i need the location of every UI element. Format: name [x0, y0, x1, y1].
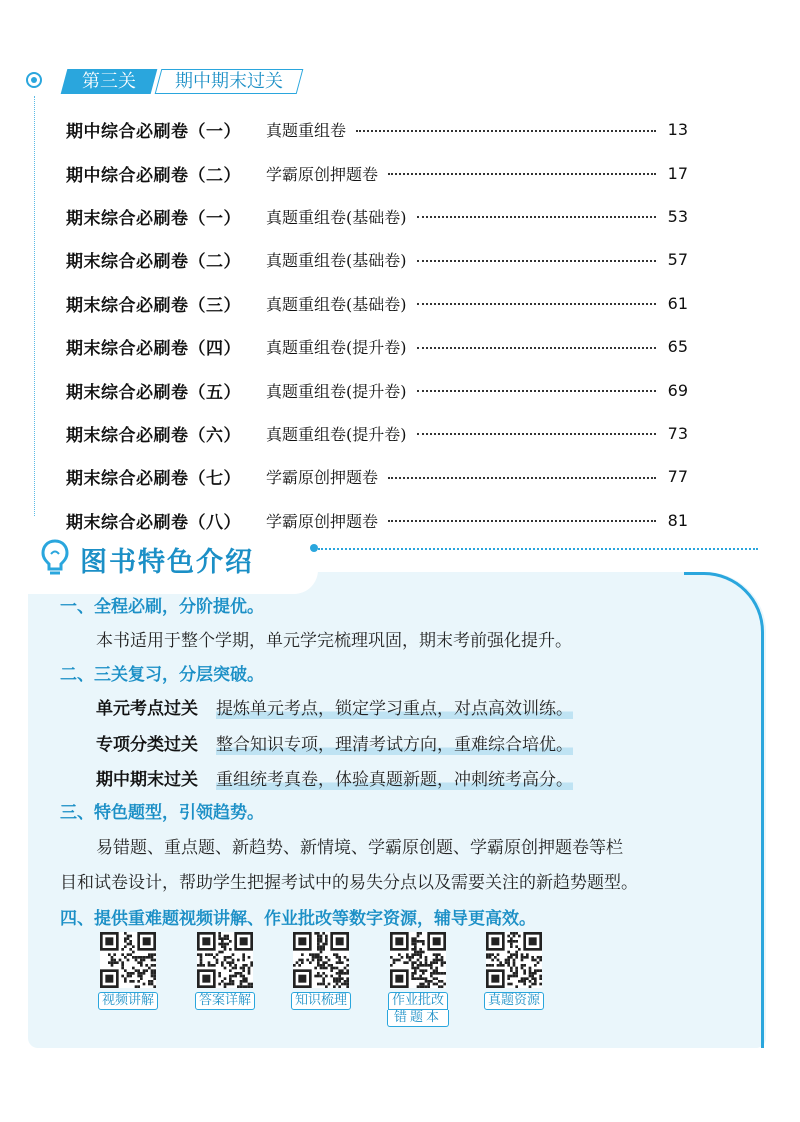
leader-dots — [417, 390, 657, 392]
lightbulb-icon — [40, 538, 70, 578]
feature-heading-3: 三、特色题型，引领趋势。 — [60, 803, 264, 823]
feature-heading-4: 四、提供重难题视频讲解、作业批改等数字资源，辅导更高效。 — [60, 909, 536, 929]
level-item — [96, 765, 573, 790]
level-item — [96, 694, 573, 719]
toc-page-number: 57 — [667, 250, 688, 270]
toc-title: 期中综合必刷卷（二） — [66, 165, 241, 186]
level-item — [96, 730, 573, 755]
qr-label: 视频讲解 — [98, 992, 158, 1010]
toc-row[interactable] — [66, 455, 688, 498]
toc-subtitle: 真题重组卷(提升卷) — [266, 338, 407, 358]
toc-title: 期末综合必刷卷（六） — [66, 425, 241, 446]
toc-title: 期末综合必刷卷（五） — [66, 382, 241, 403]
toc-title: 期末综合必刷卷（三） — [66, 295, 241, 316]
toc-subtitle: 学霸原创押题卷 — [266, 468, 379, 488]
qr-item-answers[interactable] — [190, 932, 260, 1010]
section-name-label: 期中期末过关 — [175, 71, 283, 92]
leader-dots — [417, 303, 657, 305]
leader-dots — [356, 130, 656, 132]
toc-row[interactable] — [66, 282, 688, 325]
toc-subtitle: 学霸原创押题卷 — [266, 511, 379, 531]
toc-title: 期末综合必刷卷（八） — [66, 512, 241, 533]
feature-heading-1: 一、全程必刷，分阶提优。 — [60, 597, 264, 617]
qr-label: 答案详解 — [195, 992, 255, 1010]
toc-page-number: 81 — [667, 510, 688, 530]
qr-code-icon[interactable] — [197, 932, 253, 988]
level-name: 单元考点过关 — [96, 699, 198, 719]
leader-dots — [417, 433, 657, 435]
toc-title: 期末综合必刷卷（七） — [66, 469, 241, 490]
toc-row[interactable] — [66, 108, 688, 151]
qr-label: 知识梳理 — [291, 992, 351, 1010]
toc-page-number: 77 — [667, 467, 688, 487]
toc-page-number: 61 — [667, 293, 688, 313]
feature-text-3-line2: 目和试卷设计，帮助学生把握考试中的易失分点以及需要关注的新趋势题型。 — [60, 873, 638, 893]
section-tag — [61, 69, 158, 94]
leader-dots — [388, 477, 656, 479]
feature-text-3-line1: 易错题、重点题、新趋势、新情境、学霸原创题、学霸原创押题卷等栏 — [96, 838, 623, 858]
toc-row[interactable] — [66, 325, 688, 368]
toc-page-number: 69 — [667, 380, 688, 400]
qr-code-icon[interactable] — [100, 932, 156, 988]
toc-subtitle: 真题重组卷(提升卷) — [266, 381, 407, 401]
qr-item-exams[interactable] — [479, 932, 549, 1010]
toc-subtitle: 学霸原创押题卷 — [266, 164, 379, 184]
toc-title: 期末综合必刷卷（四） — [66, 339, 241, 360]
qr-code-icon[interactable] — [293, 932, 349, 988]
level-desc: 整合知识专项，理清考试方向，重难综合培优。 — [216, 735, 573, 755]
toc-page-number: 73 — [667, 423, 688, 443]
features-corner-border — [684, 572, 764, 1048]
toc-row[interactable] — [66, 195, 688, 238]
toc-row[interactable] — [66, 151, 688, 194]
qr-item-homework[interactable] — [383, 932, 453, 1027]
qr-code-icon[interactable] — [390, 932, 446, 988]
toc-page-number: 65 — [667, 337, 688, 357]
leader-dots — [417, 260, 657, 262]
toc-row[interactable] — [66, 238, 688, 281]
leader-dots — [417, 347, 657, 349]
leader-dots — [388, 520, 656, 522]
toc-subtitle: 真题重组卷 — [266, 121, 347, 141]
level-desc: 重组统考真卷，体验真题新题，冲刺统考高分。 — [216, 770, 573, 790]
toc-page-number: 13 — [667, 120, 688, 140]
qr-code-icon[interactable] — [486, 932, 542, 988]
toc-page-number: 17 — [667, 163, 688, 183]
toc-row[interactable] — [66, 412, 688, 455]
section-name — [155, 69, 304, 94]
qr-label: 真题资源 — [484, 992, 544, 1010]
qr-item-knowledge[interactable] — [286, 932, 356, 1010]
toc-subtitle: 真题重组卷(基础卷) — [266, 207, 407, 227]
ring-bullet-icon — [26, 72, 42, 88]
toc-title: 期中综合必刷卷（一） — [66, 122, 241, 143]
toc-title: 期末综合必刷卷（二） — [66, 252, 241, 273]
leader-dots — [417, 216, 657, 218]
toc-subtitle: 真题重组卷(提升卷) — [266, 424, 407, 444]
qr-item-video[interactable] — [93, 932, 163, 1010]
timeline-divider — [34, 96, 35, 516]
leader-dots — [388, 173, 656, 175]
toc-title: 期末综合必刷卷（一） — [66, 208, 241, 229]
section-tag-label: 第三关 — [82, 71, 136, 92]
dot-icon — [310, 544, 318, 552]
features-title: 图书特色介绍 — [80, 547, 254, 578]
feature-heading-2: 二、三关复习，分层突破。 — [60, 665, 264, 685]
level-name: 期中期末过关 — [96, 770, 198, 790]
toc-row[interactable] — [66, 499, 688, 542]
qr-label-secondary: 错题本 — [387, 1010, 449, 1027]
dotted-divider — [318, 548, 758, 550]
toc-row[interactable] — [66, 368, 688, 411]
toc-subtitle: 真题重组卷(基础卷) — [266, 294, 407, 314]
table-of-contents — [66, 108, 688, 542]
feature-text-1: 本书适用于整个学期，单元学完梳理巩固，期末考前强化提升。 — [96, 631, 572, 651]
qr-label: 作业批改 — [388, 992, 448, 1010]
level-desc: 提炼单元考点，锁定学习重点，对点高效训练。 — [216, 699, 573, 719]
section-header — [26, 66, 326, 96]
features-panel — [28, 548, 766, 1048]
toc-page-number: 53 — [667, 206, 688, 226]
level-name: 专项分类过关 — [96, 735, 198, 755]
toc-subtitle: 真题重组卷(基础卷) — [266, 251, 407, 271]
